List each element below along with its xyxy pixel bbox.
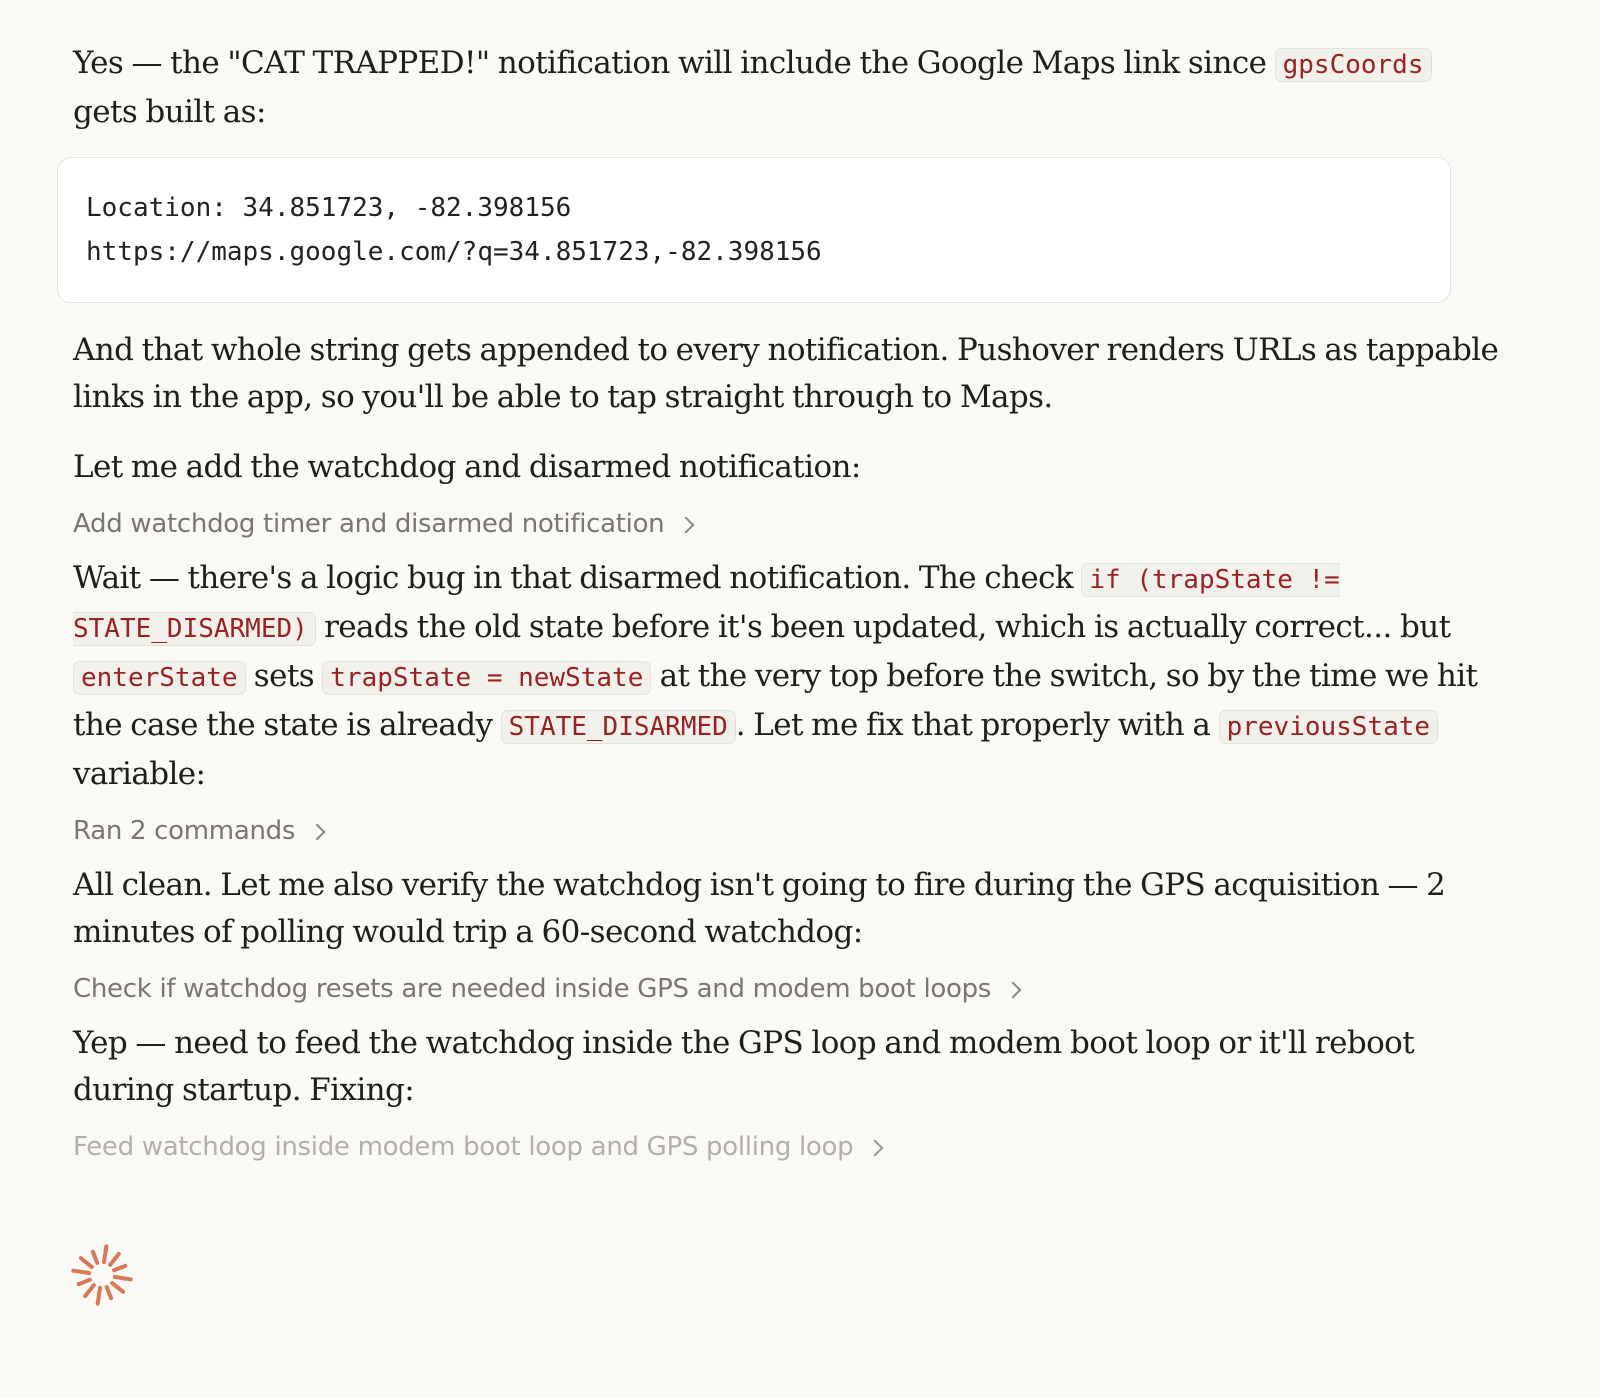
text-segment: at the very top before the switch, so by the time we hit the case the state is already — [73, 658, 1478, 743]
message-paragraph-gps — [73, 40, 1503, 136]
spinner-ray — [104, 1246, 106, 1262]
tool-call-label: Check if watchdog resets are needed inside GPS and modem boot loops — [73, 974, 992, 1004]
tool-call-feed-watchdog[interactable] — [73, 1132, 1503, 1162]
message-paragraph-feed-watchdog: Yep — need to feed the watchdog inside the GPS loop and modem boot loop or it'll reboot during startup. Fixing: — [73, 1025, 1415, 1108]
code-line-maps-url: https://maps.google.com/?q=34.851723,-82.398156 — [86, 237, 822, 267]
inline-code-trapstate-assign: trapState = newState — [322, 661, 651, 695]
chevron-right-icon — [867, 1139, 884, 1156]
spinner-ray — [107, 1287, 111, 1298]
code-line-location: Location: 34.851723, -82.398156 — [86, 193, 572, 223]
chevron-right-icon — [678, 516, 695, 533]
message-paragraph-all-clean: All clean. Let me also verify the watchdog isn't going to fire during the GPS acquisition — 2 minutes of polling would trip a 60-second watchdog: — [73, 867, 1446, 950]
spinner-ray — [112, 1283, 123, 1292]
spinner-ray — [93, 1252, 97, 1263]
text-segment: Wait — there's a logic bug in that disarmed notification. The check — [73, 560, 1082, 596]
message-paragraph-add-watchdog: Let me add the watchdog and disarmed notification: — [73, 449, 861, 485]
spinner-ray — [114, 1266, 125, 1270]
text-segment: . Let me fix that properly with a — [735, 707, 1219, 743]
spinner-ray — [85, 1285, 94, 1296]
inline-code-gpscoords: gpsCoords — [1275, 48, 1432, 82]
spinner-ray — [81, 1258, 92, 1267]
inline-code-state-disarmed: STATE_DISARMED — [501, 710, 736, 744]
code-block[interactable] — [57, 157, 1451, 303]
tool-call-label: Feed watchdog inside modem boot loop and GPS polling loop — [73, 1132, 854, 1162]
tool-call-label: Add watchdog timer and disarmed notification — [73, 509, 665, 539]
inline-code-enterstate: enterState — [73, 661, 246, 695]
spinner-ray — [115, 1277, 131, 1279]
chevron-right-icon — [1005, 981, 1022, 998]
chat-transcript — [73, 40, 1503, 1178]
text-segment: Yes — the "CAT TRAPPED!" notification will include the Google Maps link since — [73, 45, 1275, 81]
text-segment: reads the old state before it's been updated, which is actually correct... but — [315, 609, 1451, 645]
spinner-ray — [73, 1271, 89, 1273]
tool-call-label: Ran 2 commands — [73, 816, 296, 846]
spinner-ray — [110, 1254, 119, 1265]
tool-call-check-watchdog[interactable] — [73, 974, 1503, 1004]
text-segment: variable: — [73, 756, 206, 792]
inline-code-previousstate: previousState — [1219, 710, 1439, 744]
loading-spinner-icon — [70, 1243, 134, 1307]
spinner-ray — [79, 1280, 90, 1284]
tool-call-add-watchdog[interactable] — [73, 509, 1503, 539]
chevron-right-icon — [309, 823, 326, 840]
spinner-ray — [98, 1288, 100, 1304]
message-paragraph-pushover: And that whole string gets appended to every notification. Pushover renders URLs as tappable links in the app, so you'll be able to tap straight through to Maps. — [73, 332, 1499, 415]
tool-call-ran-commands[interactable] — [73, 816, 1503, 846]
text-segment: gets built as: — [73, 94, 266, 130]
text-segment: sets — [245, 658, 323, 694]
inline-code-trapstate-check: if (trapState != STATE_DISARMED) — [73, 565, 1340, 644]
message-paragraph-logic-bug — [73, 555, 1503, 798]
